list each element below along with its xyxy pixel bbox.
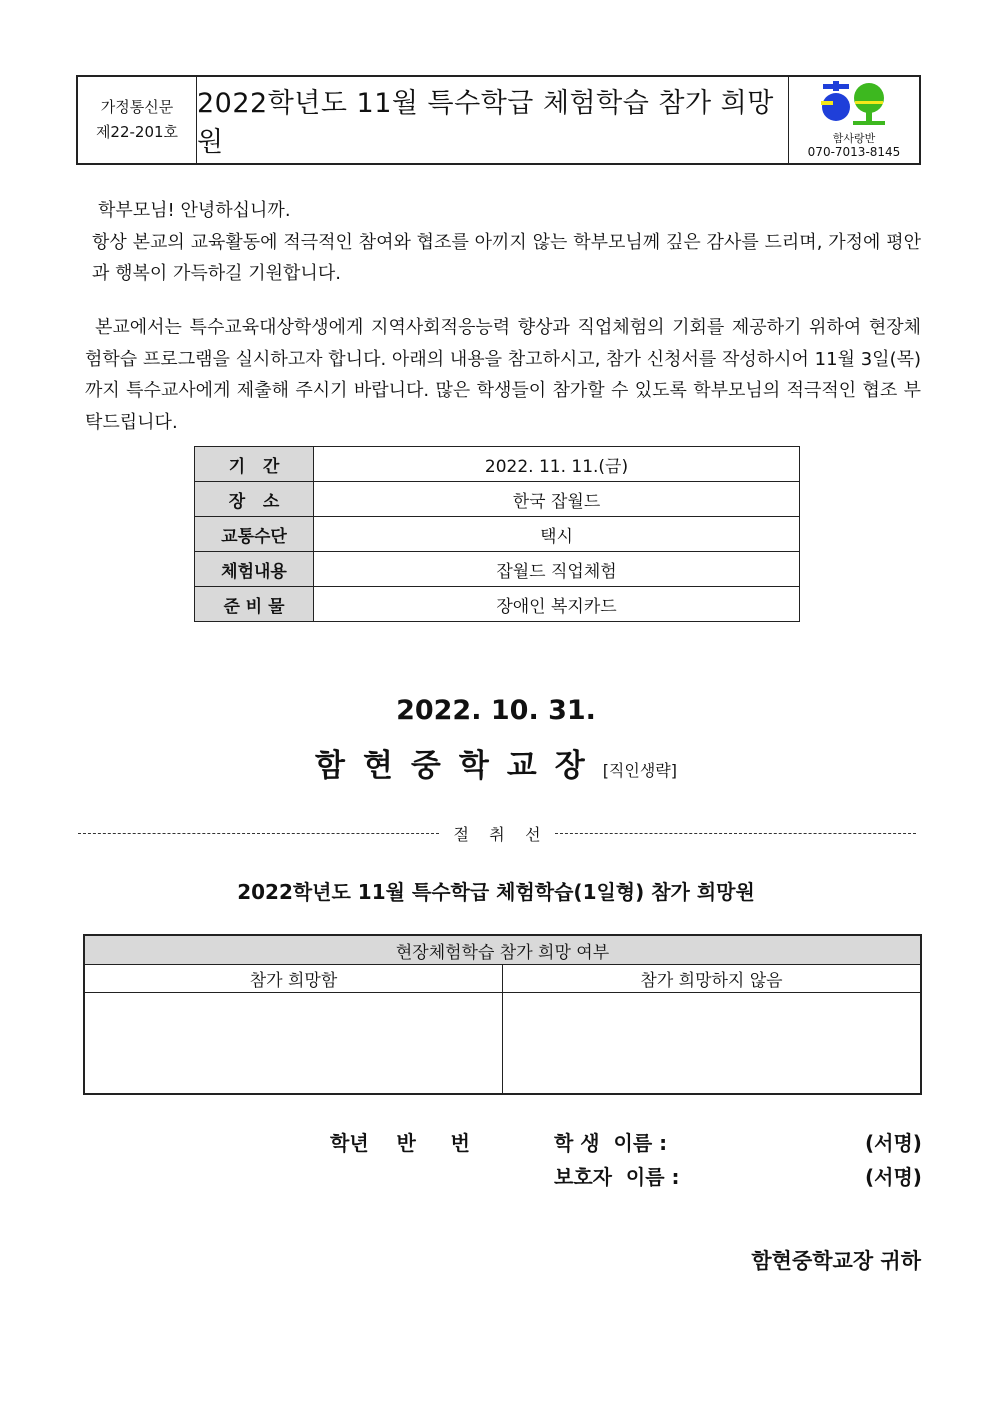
guardian-sign: (서명): [865, 1165, 922, 1189]
option-no-label: 참가 희망하지 않음: [503, 965, 922, 993]
body-paragraph: 본교에서는 특수교육대상학생에게 지역사회적응능력 향상과 직업체험의 기회를 제공하기 위하여 현장체험학습 프로그램을 실시하고자 합니다. 아래의 내용을 참고하시고, 참가 신청서를 작성하시어 11월 3일(목)까지 특수교사에게 제출해 주시기 바랍니다. 많은 학생들이 참가할 수 있도록 학부모님의 적극적인 협조 부탁드립니다.: [85, 317, 921, 433]
student-name-field[interactable]: 학 생 이름 :: [554, 1131, 668, 1155]
seal-note: [직인생략]: [602, 761, 677, 780]
table-row: [195, 587, 800, 622]
letter-intro: [92, 195, 921, 290]
student-sign: (서명): [865, 1131, 922, 1155]
row-label: 교통수단: [195, 517, 314, 552]
row-label: 준 비 물: [195, 587, 314, 622]
school-logo-icon: [819, 81, 889, 133]
cut-label: 절 취 선: [453, 825, 541, 844]
reply-table-header: 현장체험학습 참가 희망 여부: [84, 935, 921, 965]
reply-table: [83, 934, 922, 1095]
info-table: [194, 446, 800, 622]
grade-class-field[interactable]: 학년 반 번: [330, 1131, 470, 1155]
table-row: [195, 447, 800, 482]
row-label: 체험내용: [195, 552, 314, 587]
guardian-name-field[interactable]: 보호자 이름 :: [554, 1165, 680, 1189]
principal-line: [0, 740, 992, 785]
addressee: 함현중학교장 귀하: [751, 1249, 921, 1273]
row-label: 장 소: [195, 482, 314, 517]
table-row: [195, 517, 800, 552]
phone-number: 070-7013-8145: [807, 145, 901, 159]
table-row: [195, 552, 800, 587]
row-value: 택시: [314, 517, 800, 552]
table-row: [195, 482, 800, 517]
row-value: 장애인 복지카드: [314, 587, 800, 622]
cut-line: [78, 822, 916, 845]
option-no-box[interactable]: [503, 993, 922, 1095]
dashed-divider: [78, 833, 439, 834]
row-label: 기 간: [195, 447, 314, 482]
letter-body: [85, 312, 921, 438]
principal-name: 함현중학교장: [315, 748, 603, 784]
option-yes-label: 참가 희망함: [84, 965, 503, 993]
logo-text: 함사랑반: [832, 132, 876, 145]
row-value: 잡월드 직업체험: [314, 552, 800, 587]
doc-category: 가정통신문: [100, 98, 174, 116]
doc-info: [78, 77, 197, 163]
header-box: [76, 75, 921, 165]
row-value: 한국 잡월드: [314, 482, 800, 517]
logo-box: [788, 77, 919, 163]
dashed-divider: [555, 833, 916, 834]
thanks-paragraph: 항상 본교의 교육활동에 적극적인 참여와 협조를 아끼지 않는 학부모님께 깊은 감사를 드리며, 가정에 평안과 행복이 가득하길 기원합니다.: [92, 231, 921, 284]
option-yes-box[interactable]: [84, 993, 503, 1095]
reply-title: 2022학년도 11월 특수학급 체험학습(1일형) 참가 희망원: [237, 880, 755, 904]
greeting: 학부모님! 안녕하십니까.: [98, 200, 291, 221]
doc-number: 제22-201호: [95, 123, 179, 141]
row-value: 2022. 11. 11.(금): [314, 447, 800, 482]
doc-title: 2022학년도 11월 특수학급 체험학습 참가 희망원: [197, 88, 774, 158]
issue-date: 2022. 10. 31.: [396, 695, 596, 726]
